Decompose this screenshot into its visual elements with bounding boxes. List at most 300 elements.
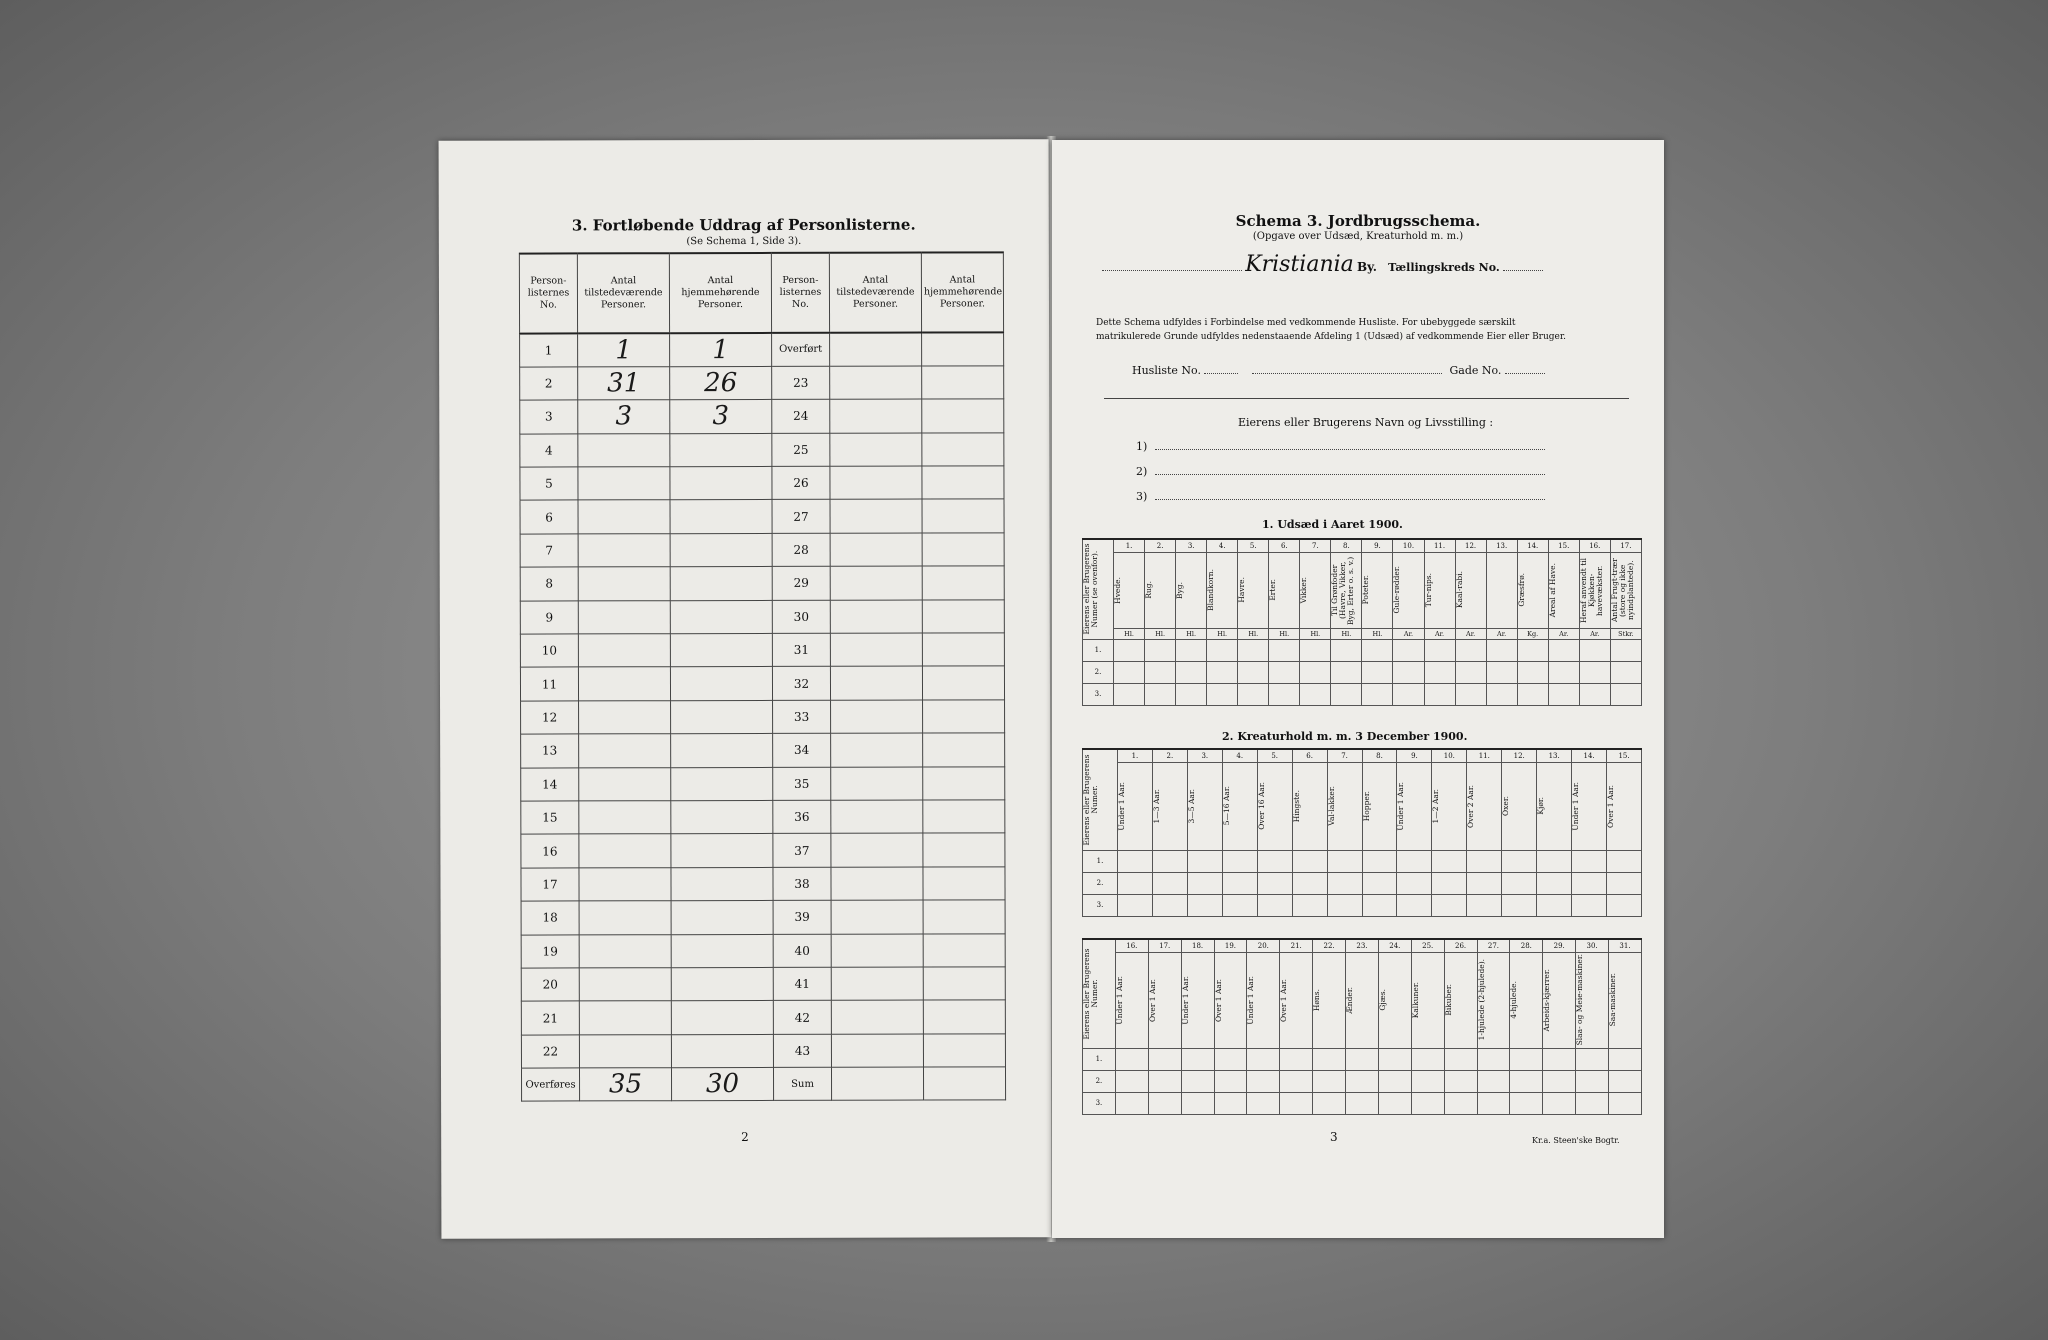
table-cell	[831, 967, 923, 1001]
by-label: By.	[1356, 260, 1377, 274]
row-number: 1.	[1083, 850, 1118, 872]
table-cell	[1269, 683, 1300, 705]
unit-cell: Kg.	[1517, 628, 1548, 639]
column-header-label: Under 1 Aar.	[1396, 781, 1406, 831]
table-row	[520, 466, 1004, 501]
table-cell	[1517, 683, 1548, 705]
table-cell	[1292, 872, 1327, 894]
husliste-label: Husliste No.	[1132, 364, 1201, 377]
table-cell	[1393, 639, 1424, 661]
column-header	[1455, 552, 1486, 628]
table-cell: 30	[772, 600, 830, 634]
table-cell	[1411, 1092, 1444, 1114]
row-number: 1.	[1083, 1048, 1116, 1070]
table-row	[521, 700, 1005, 735]
table-cell	[1576, 1070, 1609, 1092]
column-header	[1576, 952, 1609, 1048]
table-cell	[578, 433, 670, 467]
column-header	[1114, 552, 1145, 628]
table-cell	[1327, 872, 1362, 894]
kreds-label: Tællingskreds No.	[1388, 261, 1500, 274]
column-number: 20.	[1247, 939, 1280, 952]
table-cell	[671, 700, 773, 734]
table-cell	[1432, 850, 1467, 872]
table-cell	[1607, 850, 1642, 872]
table-cell	[1543, 1092, 1576, 1114]
first-column-header	[1083, 939, 1116, 1048]
left-page-title: 3. Fortløbende Uddrag af Personlisterne.	[571, 215, 916, 235]
table-cell	[1207, 639, 1238, 661]
table-cell	[831, 767, 923, 801]
table-cell	[1432, 872, 1467, 894]
row-number: 3.	[1083, 1092, 1116, 1114]
column-header	[1269, 552, 1300, 628]
table-cell	[1397, 850, 1432, 872]
table-cell	[1214, 1070, 1247, 1092]
table-cell	[1444, 1092, 1477, 1114]
table-cell	[671, 901, 773, 935]
table-cell: 35	[773, 767, 831, 801]
table-row	[520, 533, 1004, 568]
unit-cell: Ar.	[1579, 628, 1610, 639]
right-page-title: Schema 3. Jordbrugsschema.	[1235, 212, 1481, 230]
table-cell	[1477, 1070, 1510, 1092]
table-cell: 4	[520, 434, 578, 468]
column-header-label: 5—16 Aar.	[1221, 786, 1231, 826]
table-cell: Sum	[773, 1067, 831, 1101]
table-row	[520, 633, 1004, 668]
table-cell	[1378, 1092, 1411, 1114]
table-cell	[1486, 661, 1517, 683]
table-cell	[579, 901, 671, 935]
column-number: 15.	[1548, 539, 1579, 552]
table-cell	[830, 566, 922, 600]
table-cell	[831, 700, 923, 734]
table-cell	[1300, 683, 1331, 705]
column-header	[1397, 762, 1432, 850]
table-cell	[1222, 894, 1257, 916]
column-number: 16.	[1579, 539, 1610, 552]
table-header-row	[519, 252, 1003, 333]
table-row	[1083, 850, 1642, 872]
table-row	[1083, 894, 1642, 916]
column-header-label: Gjæs.	[1377, 989, 1387, 1011]
column-number-row	[1083, 539, 1642, 552]
table-cell	[830, 333, 922, 367]
bleed-through-mark	[60, 80, 97, 186]
table-cell	[671, 967, 773, 1001]
column-header	[1510, 952, 1543, 1048]
column-header-label: Kaal-rabi.	[1454, 571, 1464, 609]
table-cell	[1117, 894, 1152, 916]
table-cell	[1181, 1092, 1214, 1114]
table-cell: 14	[521, 768, 579, 802]
table-cell: 33	[773, 700, 831, 734]
right-page-subtitle: (Opgave over Udsæd, Kreaturhold m. m.)	[1252, 231, 1464, 242]
table-cell	[670, 600, 772, 634]
table-cell	[922, 499, 1004, 533]
column-header	[1207, 552, 1238, 628]
table-cell	[1247, 1048, 1280, 1070]
table-cell	[1152, 850, 1187, 872]
table-cell	[1517, 661, 1548, 683]
table-cell: 25	[772, 433, 830, 467]
table-cell: 3	[670, 400, 772, 434]
table-row	[1083, 639, 1642, 661]
table-cell	[1609, 1070, 1642, 1092]
table-cell	[830, 433, 922, 467]
table-cell	[578, 634, 670, 668]
unit-cell: Hl.	[1362, 628, 1393, 639]
column-header-label: Over 1 Aar.	[1213, 978, 1223, 1022]
table-row	[521, 833, 1005, 868]
table-cell	[1115, 1048, 1148, 1070]
table-cell	[830, 399, 922, 433]
table-cell	[1114, 661, 1145, 683]
unit-cell: Ar.	[1393, 628, 1424, 639]
kreaturhold-table	[1082, 748, 1642, 917]
table-cell	[1269, 639, 1300, 661]
printer-imprint: Kr.a. Steen'ske Bogtr.	[1532, 1136, 1620, 1145]
column-number: 4.	[1222, 749, 1257, 762]
column-header	[1292, 762, 1327, 850]
column-number: 26.	[1444, 939, 1477, 952]
column-header	[1176, 552, 1207, 628]
table-cell	[922, 666, 1004, 700]
table-cell	[1187, 872, 1222, 894]
column-header	[1432, 762, 1467, 850]
instruction-line: Dette Schema udfyldes i Forbindelse med vedkommende Husliste. For ubebyggede særskilt	[1096, 318, 1516, 328]
unit-cell: Ar.	[1548, 628, 1579, 639]
table-cell	[1576, 1048, 1609, 1070]
table-cell	[1247, 1092, 1280, 1114]
city-handwritten: Kristiania	[1245, 252, 1354, 277]
table-cell	[830, 633, 922, 667]
table-cell	[1477, 1048, 1510, 1070]
column-header-label: Byg.	[1175, 581, 1185, 599]
table-cell: 21	[521, 1001, 579, 1035]
column-header	[1257, 762, 1292, 850]
column-header-label: 1—3 Aar.	[1151, 788, 1161, 824]
table-cell	[1269, 661, 1300, 683]
column-number: 12.	[1455, 539, 1486, 552]
table-row	[520, 599, 1004, 634]
table-cell: 13	[521, 734, 579, 768]
table-row	[1083, 872, 1642, 894]
table-cell	[830, 466, 922, 500]
table-cell	[923, 833, 1005, 867]
table-row	[521, 900, 1005, 935]
table-row	[521, 1067, 1005, 1102]
table-cell	[1572, 850, 1607, 872]
header-row	[1083, 952, 1642, 1048]
table-cell: 38	[773, 867, 831, 901]
column-header-label: 1—2 Aar.	[1431, 788, 1441, 824]
column-number: 12.	[1502, 749, 1537, 762]
divider	[1104, 398, 1629, 399]
column-header	[1378, 952, 1411, 1048]
table-cell	[1579, 639, 1610, 661]
table-cell	[1432, 894, 1467, 916]
table-row	[520, 399, 1004, 434]
table-cell	[578, 500, 670, 534]
table-cell	[579, 867, 671, 901]
unit-cell: Hl.	[1114, 628, 1145, 639]
table-cell	[1313, 1070, 1346, 1092]
table-cell	[1502, 894, 1537, 916]
table-cell	[579, 700, 671, 734]
table-cell: 31	[772, 633, 830, 667]
column-header	[1537, 762, 1572, 850]
table-cell	[1537, 894, 1572, 916]
column-number: 4.	[1207, 539, 1238, 552]
table-cell	[1280, 1048, 1313, 1070]
column-header-label: Vikker.	[1299, 576, 1309, 604]
column-header-label: Rug.	[1144, 581, 1154, 599]
table-cell	[1477, 1092, 1510, 1114]
table-cell	[1145, 661, 1176, 683]
table-cell	[1424, 683, 1455, 705]
table-row	[520, 666, 1004, 701]
table-cell: 6	[520, 500, 578, 534]
unit-cell: Hl.	[1145, 628, 1176, 639]
column-number: 5.	[1257, 749, 1292, 762]
column-number: 1.	[1117, 749, 1152, 762]
table-cell	[1114, 639, 1145, 661]
table-cell	[831, 833, 923, 867]
table-cell	[1579, 661, 1610, 683]
column-header-label: 4-hjulede.	[1509, 981, 1519, 1019]
header-row	[1083, 552, 1642, 628]
column-number: 31.	[1609, 939, 1642, 952]
column-header	[1572, 762, 1607, 850]
table-cell	[1548, 683, 1579, 705]
column-number: 7.	[1327, 749, 1362, 762]
column-header	[1477, 952, 1510, 1048]
column-header-label: Val-lakker.	[1326, 786, 1336, 826]
column-header-label: Oxer.	[1501, 796, 1511, 816]
table-cell	[1610, 683, 1641, 705]
column-header	[1115, 952, 1148, 1048]
table-cell	[831, 867, 923, 901]
table-cell	[831, 900, 923, 934]
column-header-label: Saa-maskiner.	[1608, 973, 1617, 1027]
left-page-subtitle: (Se Schema 1, Side 3).	[686, 235, 802, 248]
table-cell	[1362, 872, 1397, 894]
unit-cell: Hl.	[1207, 628, 1238, 639]
table-cell	[1117, 872, 1152, 894]
table-cell: 26	[670, 366, 772, 400]
column-header-label: Bikuber.	[1443, 984, 1453, 1016]
row-number: 3.	[1083, 894, 1118, 916]
table-cell	[1176, 661, 1207, 683]
column-header	[1238, 552, 1269, 628]
table-cell	[1346, 1092, 1379, 1114]
table-cell	[1411, 1070, 1444, 1092]
table-row	[521, 933, 1005, 968]
table-cell: 1	[670, 333, 772, 367]
column-header	[1148, 952, 1181, 1048]
table-cell	[922, 633, 1004, 667]
table-cell	[923, 967, 1005, 1001]
table-cell	[1145, 639, 1176, 661]
unit-cell: Ar.	[1455, 628, 1486, 639]
table-cell: 35	[579, 1068, 671, 1102]
table-cell: 5	[520, 467, 578, 501]
column-header-label: Areal af Have.	[1547, 562, 1557, 618]
table-cell	[1510, 1092, 1543, 1114]
table-cell	[1609, 1092, 1642, 1114]
column-header	[1362, 762, 1397, 850]
column-header	[1444, 952, 1477, 1048]
column-header-label: Antal Frugt-trær (store og ikke nyindplantede).	[1609, 558, 1635, 622]
owner-line-2: 2)	[1136, 465, 1545, 478]
column-number: 22.	[1313, 939, 1346, 952]
table-cell	[1115, 1092, 1148, 1114]
table-cell	[1572, 872, 1607, 894]
column-header	[1214, 952, 1247, 1048]
column-header	[1607, 762, 1642, 850]
table-cell	[670, 633, 772, 667]
table-cell	[1148, 1070, 1181, 1092]
table-cell: 10	[520, 634, 578, 668]
column-header	[1502, 762, 1537, 850]
unit-cell: Stkr.	[1610, 628, 1641, 639]
column-number: 17.	[1610, 539, 1641, 552]
table-cell	[830, 366, 922, 400]
table-cell	[1397, 894, 1432, 916]
column-header-label: Blandkorn.	[1206, 569, 1216, 611]
table-cell	[1115, 1070, 1148, 1092]
section1-title: 1. Udsæd i Aaret 1900.	[1262, 518, 1403, 531]
column-header-label: Over 16 Aar.	[1256, 782, 1266, 830]
table-cell	[579, 1034, 671, 1068]
table-cell	[1486, 683, 1517, 705]
column-number-row	[1083, 939, 1642, 952]
owner-heading: Eierens eller Brugerens Navn og Livsstilling :	[1238, 416, 1494, 429]
table-cell	[923, 700, 1005, 734]
table-cell	[1610, 639, 1641, 661]
table-cell	[1444, 1048, 1477, 1070]
column-number: 3.	[1176, 539, 1207, 552]
table-cell	[1467, 850, 1502, 872]
column-number: 8.	[1362, 749, 1397, 762]
table-cell	[1502, 872, 1537, 894]
table-cell	[578, 534, 670, 568]
table-cell	[1378, 1070, 1411, 1092]
column-header	[1313, 952, 1346, 1048]
table-cell	[1300, 639, 1331, 661]
city-line	[1102, 252, 1543, 277]
column-number: 28.	[1510, 939, 1543, 952]
table-row	[520, 499, 1004, 534]
column-number: 14.	[1572, 749, 1607, 762]
column-header: Antal hjemmehørende Personer.	[921, 252, 1003, 332]
table-cell	[1610, 661, 1641, 683]
table-cell	[1346, 1070, 1379, 1092]
table-cell	[578, 567, 670, 601]
table-cell: Overføres	[521, 1068, 579, 1102]
table-row	[521, 800, 1005, 835]
table-cell: Overført	[772, 333, 830, 367]
table-cell	[579, 734, 671, 768]
column-header	[1548, 552, 1579, 628]
table-cell: 29	[772, 567, 830, 601]
column-number: 25.	[1411, 939, 1444, 952]
table-cell	[922, 599, 1004, 633]
table-cell	[922, 466, 1004, 500]
column-header-label: 3—5 Aar.	[1186, 788, 1196, 824]
table-cell	[830, 600, 922, 634]
table-cell	[1207, 661, 1238, 683]
table-cell	[1362, 683, 1393, 705]
column-header-label: Under 1 Aar.	[1114, 975, 1124, 1025]
unit-cell: Ar.	[1424, 628, 1455, 639]
table-cell	[1214, 1048, 1247, 1070]
table-cell	[1187, 894, 1222, 916]
person-list-table	[519, 251, 1006, 1102]
column-number: 14.	[1517, 539, 1548, 552]
column-header-label: 1-hjulede (2-hjulede).	[1476, 959, 1486, 1041]
table-cell	[1362, 894, 1397, 916]
table-cell	[670, 466, 772, 500]
table-cell	[1517, 639, 1548, 661]
table-cell	[1486, 639, 1517, 661]
column-number: 11.	[1467, 749, 1502, 762]
table-cell: 12	[521, 701, 579, 735]
table-cell: 15	[521, 801, 579, 835]
column-header-label: Slaa- og Meie-maskiner.	[1575, 954, 1585, 1046]
table-cell	[1424, 639, 1455, 661]
table-cell	[1257, 872, 1292, 894]
row-number: 1.	[1083, 639, 1114, 661]
column-header-label: Kalkuner.	[1410, 981, 1420, 1019]
table-cell: 1	[578, 333, 670, 367]
table-cell	[670, 667, 772, 701]
column-header-label: Under 1 Aar.	[1116, 781, 1126, 831]
table-row	[520, 366, 1004, 401]
table-row	[521, 733, 1005, 768]
table-cell: 17	[521, 868, 579, 902]
table-cell	[923, 900, 1005, 934]
table-cell: 37	[773, 834, 831, 868]
table-cell	[1152, 894, 1187, 916]
table-cell: 16	[521, 834, 579, 868]
table-row	[1083, 661, 1642, 683]
table-cell: 3	[578, 400, 670, 434]
column-header-label: Hopper.	[1361, 790, 1371, 822]
table-cell: 28	[772, 533, 830, 567]
column-header	[1152, 762, 1187, 850]
column-number: 8.	[1331, 539, 1362, 552]
table-cell	[1346, 1048, 1379, 1070]
table-cell	[1313, 1048, 1346, 1070]
table-cell: 36	[773, 800, 831, 834]
table-cell	[1537, 850, 1572, 872]
table-cell	[1467, 894, 1502, 916]
column-number: 13.	[1537, 749, 1572, 762]
column-header-label: Over 1 Aar.	[1147, 978, 1157, 1022]
table-cell: 40	[773, 934, 831, 968]
table-cell	[922, 533, 1004, 567]
column-header	[1117, 762, 1152, 850]
page-number: 3	[1330, 1130, 1338, 1144]
column-header	[1331, 552, 1362, 628]
table-cell	[1327, 850, 1362, 872]
column-header: Person-listernes No.	[519, 253, 577, 333]
column-number: 10.	[1432, 749, 1467, 762]
table-cell: 3	[520, 400, 578, 434]
